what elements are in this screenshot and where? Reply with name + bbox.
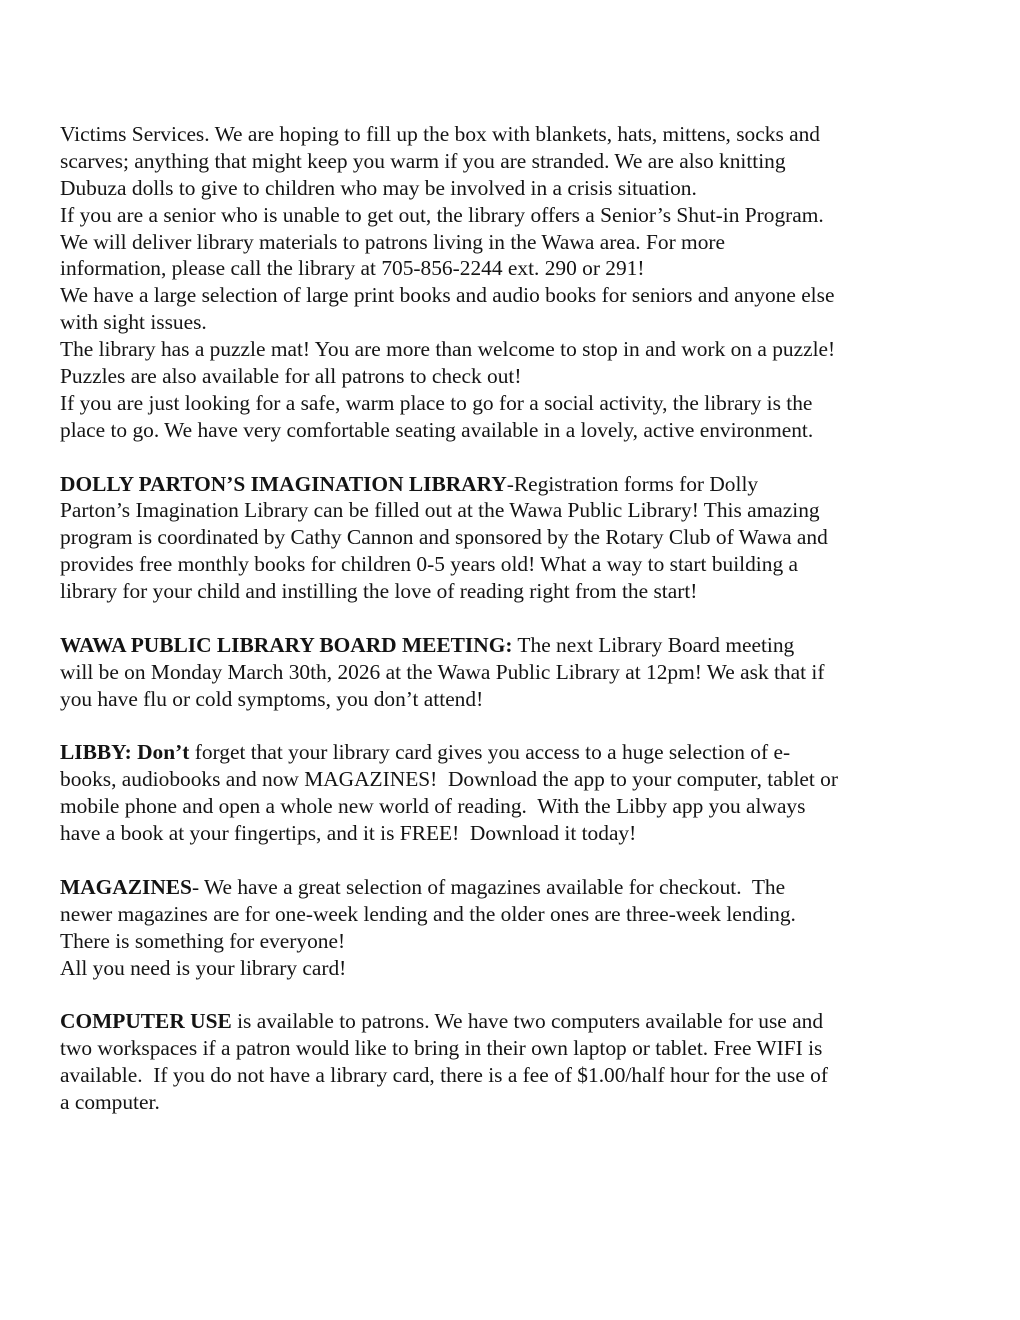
magazines-first-line bbox=[60, 874, 940, 901]
intro-line: place to go. We have very comfortable seating available in a lovely, active environment. bbox=[60, 417, 814, 442]
dolly-parton-section bbox=[60, 471, 940, 605]
dolly-heading: DOLLY PARTON’S IMAGINATION LIBRARY bbox=[60, 471, 507, 496]
computer-line: available. If you do not have a library card, there is a fee of $1.00/half hour for the use of bbox=[60, 1063, 828, 1088]
libby-heading: LIBBY: Don’t bbox=[60, 740, 190, 765]
magazines-section bbox=[60, 874, 940, 982]
magazines-line: newer magazines are for one-week lending and the older ones are three-week lending. bbox=[60, 901, 796, 926]
computer-heading: COMPUTER USE bbox=[60, 1009, 232, 1034]
paragraph-gap bbox=[60, 605, 940, 632]
libby-line: books, audiobooks and now MAGAZINES! Download the app to your computer, tablet or bbox=[60, 767, 838, 792]
intro-line: Victims Services. We are hoping to fill up the box with blankets, hats, mittens, socks and bbox=[60, 122, 821, 146]
magazines-heading: MAGAZINES bbox=[60, 874, 192, 899]
board-line: you have flu or cold symptoms, you don’t attend! bbox=[60, 686, 484, 711]
computer-use-section bbox=[60, 1008, 940, 1116]
board-heading: WAWA PUBLIC LIBRARY BOARD MEETING: bbox=[60, 632, 513, 657]
newsletter-page bbox=[60, 121, 940, 1116]
libby-line: mobile phone and open a whole new world of reading. With the Libby app you always bbox=[60, 794, 806, 819]
dolly-first-text: -Registration forms for Dolly bbox=[506, 471, 759, 496]
dolly-line: program is coordinated by Cathy Cannon and sponsored by the Rotary Club of Wawa and bbox=[60, 525, 828, 550]
dolly-line: provides free monthly books for children 0-5 years old! What a way to start building a bbox=[60, 552, 798, 577]
intro-line: If you are a senior who is unable to get out, the library offers a Senior’s Shut-in Program. bbox=[60, 202, 824, 227]
magazines-first-text: - We have a great selection of magazines available for checkout. The bbox=[191, 874, 786, 899]
intro-section bbox=[60, 121, 940, 444]
dolly-line: Parton’s Imagination Library can be filled out at the Wawa Public Library! This amazing bbox=[60, 498, 820, 523]
board-first-line bbox=[60, 632, 940, 659]
computer-first-text: is available to patrons. We have two computers available for use and bbox=[231, 1009, 824, 1034]
magazines-line: There is something for everyone! bbox=[60, 928, 346, 953]
paragraph-gap bbox=[60, 713, 940, 740]
board-first-text: The next Library Board meeting bbox=[512, 632, 795, 657]
intro-line: The library has a puzzle mat! You are more than welcome to stop in and work on a puzzle! bbox=[60, 337, 836, 362]
board-meeting-section bbox=[60, 632, 940, 713]
dolly-first-line bbox=[60, 471, 940, 498]
computer-line: two workspaces if a patron would like to bring in their own laptop or tablet. Free WIFI is bbox=[60, 1036, 823, 1061]
board-line: will be on Monday March 30th, 2026 at the Wawa Public Library at 12pm! We ask that if bbox=[60, 659, 825, 684]
computer-line: a computer. bbox=[60, 1090, 160, 1115]
paragraph-gap bbox=[60, 444, 940, 471]
dolly-line: library for your child and instilling the love of reading right from the start! bbox=[60, 579, 698, 604]
libby-first-text: forget that your library card gives you access to a huge selection of e- bbox=[189, 740, 791, 765]
libby-section bbox=[60, 739, 940, 847]
intro-line: with sight issues. bbox=[60, 310, 207, 335]
paragraph-gap bbox=[60, 982, 940, 1009]
intro-line: scarves; anything that might keep you warm if you are stranded. We are also knitting bbox=[60, 148, 786, 173]
intro-line: If you are just looking for a safe, warm place to go for a social activity, the library is the bbox=[60, 390, 813, 415]
paragraph-gap bbox=[60, 847, 940, 874]
libby-line: have a book at your fingertips, and it is FREE! Download it today! bbox=[60, 821, 637, 846]
magazines-line: All you need is your library card! bbox=[60, 955, 347, 980]
intro-line: We have a large selection of large print books and audio books for seniors and anyone else bbox=[60, 283, 835, 308]
libby-first-line bbox=[60, 739, 940, 766]
intro-line: Puzzles are also available for all patrons to check out! bbox=[60, 364, 522, 389]
computer-first-line bbox=[60, 1008, 940, 1035]
intro-line: Dubuza dolls to give to children who may be involved in a crisis situation. bbox=[60, 175, 697, 200]
intro-line: information, please call the library at 705-856-2244 ext. 290 or 291! bbox=[60, 256, 645, 281]
intro-line: We will deliver library materials to patrons living in the Wawa area. For more bbox=[60, 229, 726, 254]
